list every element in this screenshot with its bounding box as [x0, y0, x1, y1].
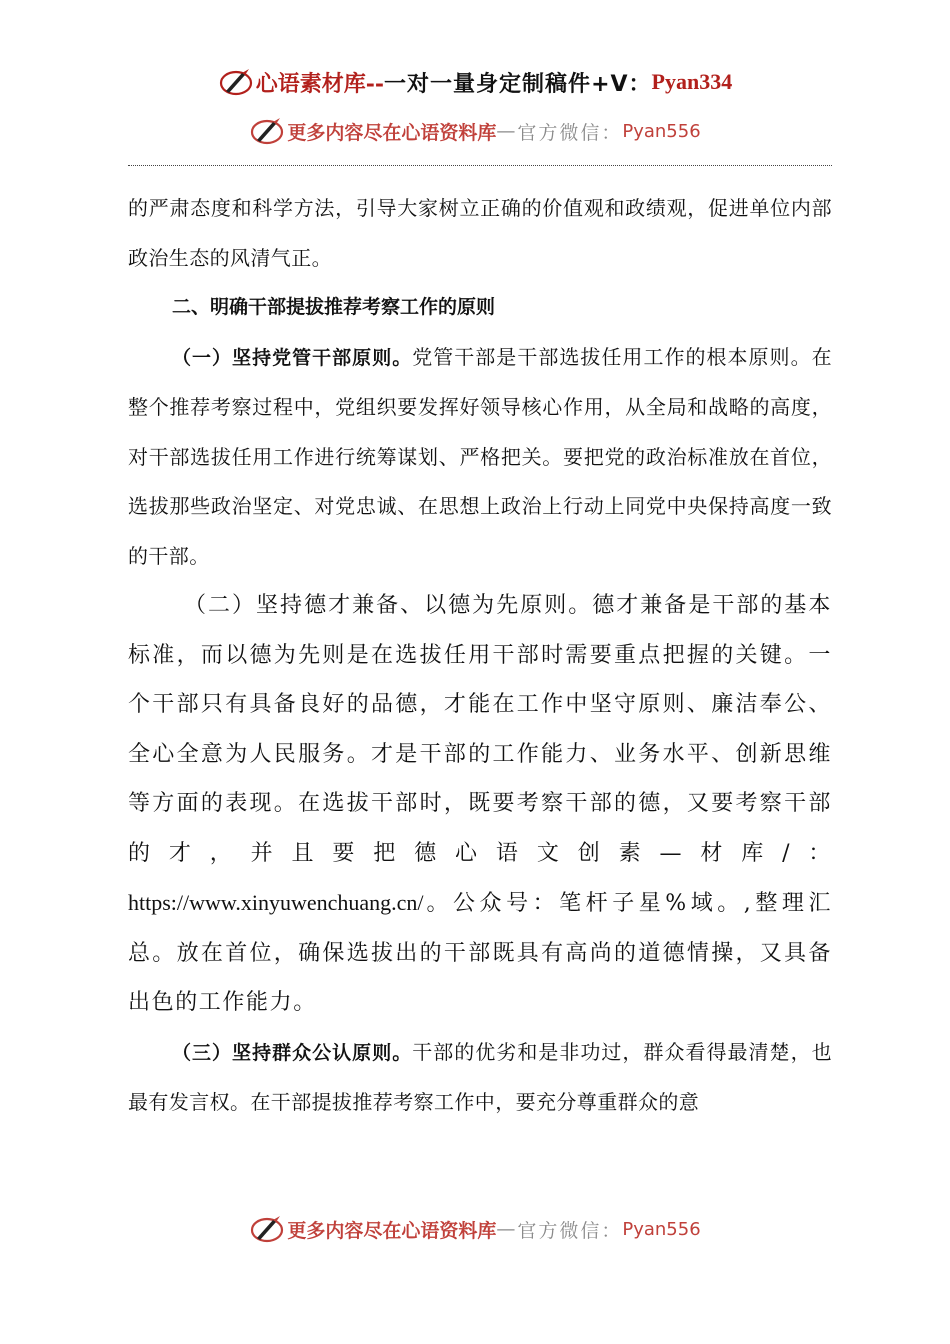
footer-promo-text: 更多内容尽在心语资料库 [287, 1219, 497, 1242]
wechat-id: Pyan556 [622, 120, 701, 142]
contact-prefix: +V： [591, 71, 652, 97]
quill-pen-logo-icon [218, 67, 254, 97]
paragraph-principle-2 [128, 581, 832, 1028]
subheader-promo [0, 114, 950, 148]
promo-dash: — [496, 120, 518, 142]
contact-id: Pyan334 [651, 69, 733, 94]
principle-1-heading: （一）坚持党管干部原则。 [172, 346, 413, 369]
paragraph-principle-3 [128, 1028, 832, 1128]
header-divider [128, 165, 832, 166]
section-heading: 二、明确干部提拔推荐考察工作的原则 [172, 296, 496, 318]
principle-2-text-a: （二）坚持德才兼备、以德为先原则。德才兼备是干部的基本标准，而以德为先则是在选拔任用干部时需要重点把握的关键。一个干部只有具备良好的品德，才能在工作中坚守原则、廉洁奉公、全心全意为人民服务。才是干部的工作能力、业务水平、创新思维等方面的表现。在选拔干部时，既要考察干部的德，又要考察干部的才，并且要把德心语文创素—材库/： [128, 593, 832, 866]
quill-pen-logo-icon [249, 116, 285, 146]
principle-3-text: 干部的优劣和是非功过，群众看得最清楚，也最有发言权。在干部提拔推荐考察工作中，要充分尊重群众的意 [128, 1039, 832, 1114]
principle-1-text: 党管干部是干部选拔任用工作的根本原则。在整个推荐考察过程中，党组织要发挥好领导核心作用，从全局和战略的高度，对干部选拔任用工作进行统筹谋划、严格把关。要把党的政治标准放在首位，选拔那些政治坚定、对党忠诚、在思想上政治上行动上同党中央保持高度一致的干部。 [128, 344, 832, 568]
footer-dash: — [496, 1218, 518, 1240]
header-banner [0, 64, 950, 100]
paragraph-continuation: 的严肃态度和科学方法，引导大家树立正确的价值观和政绩观，促进单位内部政治生态的风清气正。 [128, 196, 832, 270]
footer-promo [0, 1212, 950, 1246]
principle-2-text-b: 。公众号：笔杆子星%域。,整理汇总。放在首位，确保选拔出的干部既具有高尚的道德情操，又具备出色的工作能力。 [128, 891, 832, 1015]
website-url: https://www.xinyuwenchuang.cn/ [128, 890, 424, 915]
quill-pen-logo-icon [249, 1214, 285, 1244]
header-tagline: 一对一量身定制稿件 [384, 71, 592, 97]
principle-3-heading: （三）坚持群众公认原则。 [172, 1041, 413, 1064]
footer-wechat-id: Pyan556 [622, 1218, 701, 1240]
promo-text: 更多内容尽在心语资料库 [287, 121, 497, 144]
footer-official-label: 官方微信： [517, 1219, 623, 1242]
paragraph-principle-1 [128, 333, 832, 582]
brand-name: 心语素材库-- [255, 70, 385, 97]
document-body [128, 184, 832, 1128]
official-label: 官方微信： [517, 121, 623, 144]
